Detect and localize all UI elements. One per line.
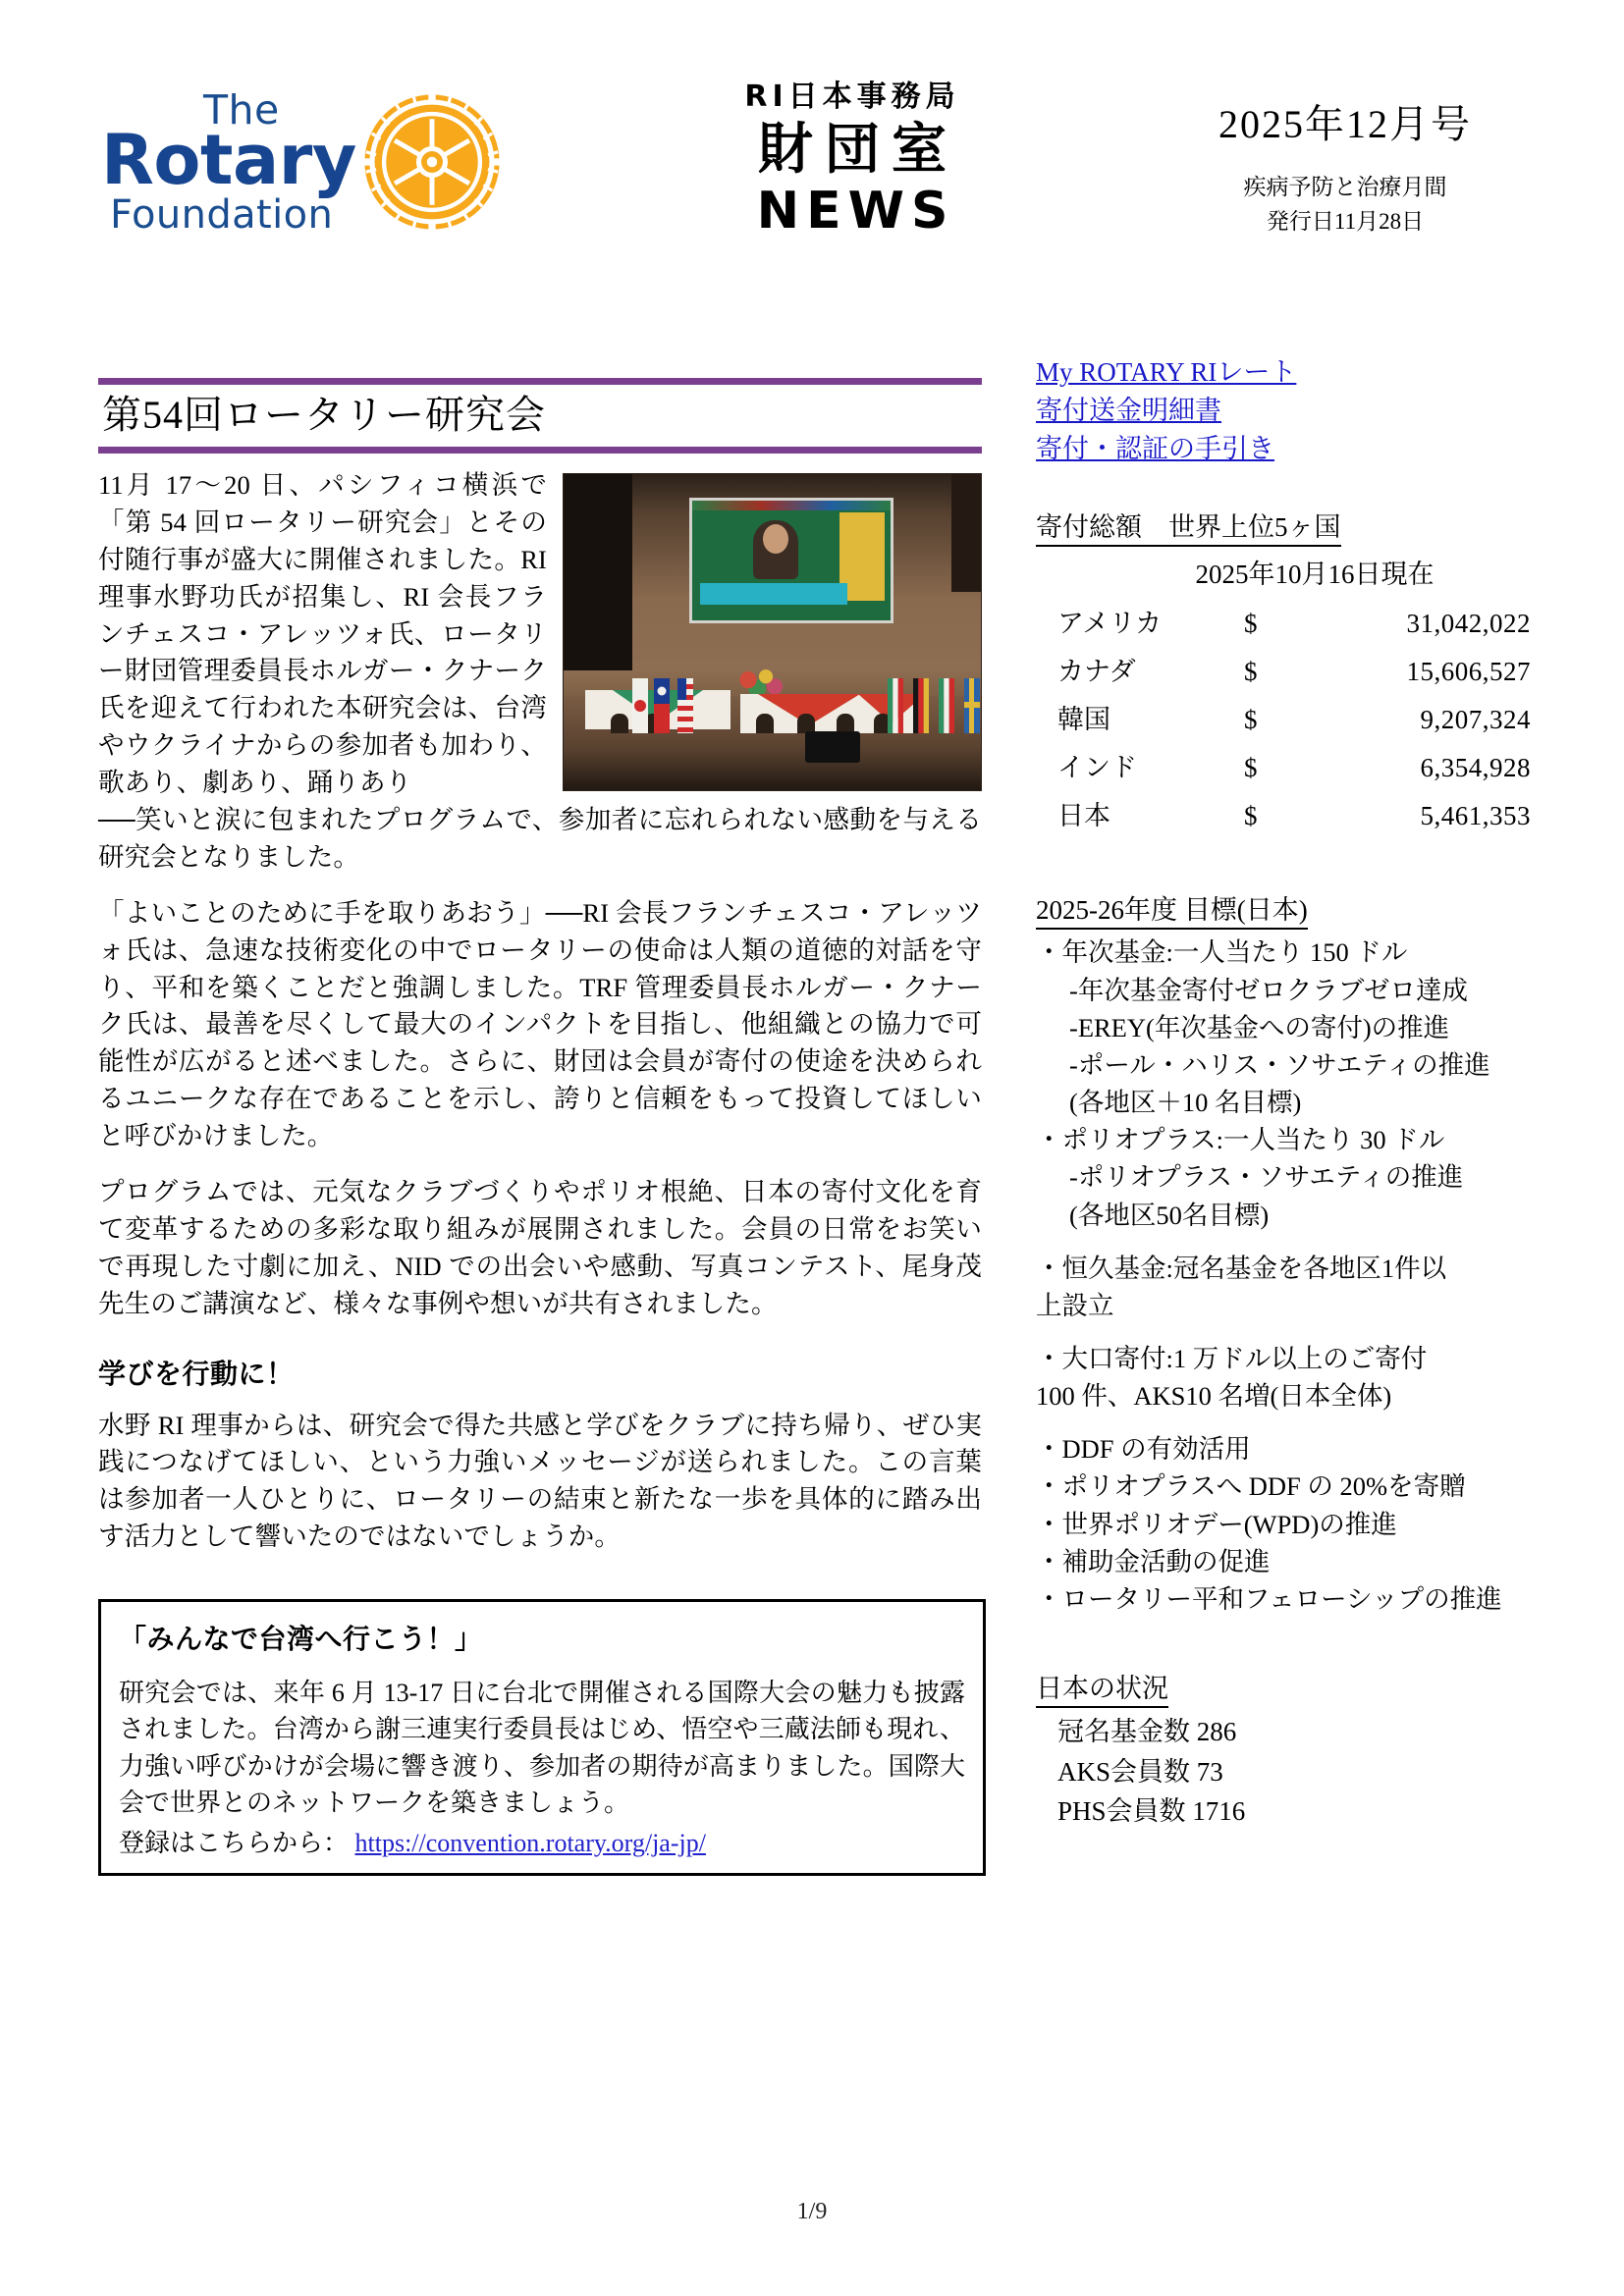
page-number: 1/9: [796, 2199, 828, 2224]
sidebar-links: [1036, 353, 1566, 468]
status-row: AKS会員数 73: [1057, 1756, 1223, 1787]
donation-currency: $: [1244, 609, 1258, 639]
logo-foundation-text: Foundation: [110, 192, 334, 238]
goal-item: ・ポリオプラス:一人当たり 30 ドル: [1036, 1125, 1445, 1155]
article-title-block: [98, 378, 982, 454]
donation-amount: 6,354,928: [1420, 753, 1531, 783]
convention-registration-link[interactable]: https://convention.rotary.org/ja-jp/: [354, 1828, 706, 1857]
rotary-foundation-logo: [93, 69, 506, 250]
goal-item: ・世界ポリオデー(WPD)の推進: [1036, 1509, 1397, 1539]
goals-list: [1036, 934, 1566, 1618]
photo-seated-person-1: [611, 714, 628, 733]
table-row: [1057, 741, 1531, 789]
goal-item: -ポール・ハリス・ソサエティの推進: [1069, 1049, 1490, 1080]
office-department: 財団室: [758, 117, 958, 182]
logo-rotary-text: Rotary: [101, 120, 356, 200]
callout-registration-line: [119, 1823, 965, 1859]
donation-currency: $: [1244, 801, 1258, 831]
month-theme: 疾病予防と治療月間: [1243, 175, 1447, 199]
donation-country: インド: [1057, 753, 1137, 783]
donations-as-of-date: 2025年10月16日現在: [1195, 560, 1435, 590]
table-row: [1057, 789, 1531, 837]
page-footer: [0, 2199, 1624, 2225]
article-paragraph: プログラムでは、元気なクラブづくりやポリオ根絶、日本の寄付文化を育て変革するための多彩な取り組みが展開されました。会員の日常をお笑いで再現した寸劇に加え、NID での出会いや感動、写真コンテスト、尾身茂先生のご講演など、様々な事例や想いが共有されました。: [98, 1177, 982, 1318]
goals-spacer: [1036, 1324, 1566, 1340]
taiwan-convention-callout: [98, 1599, 986, 1876]
goal-item: -ポリオプラス・ソサエティの推進: [1069, 1162, 1464, 1193]
goals-spacer: [1036, 1234, 1566, 1250]
japan-status-section: [1036, 1667, 1566, 1832]
status-row: 冠名基金数 286: [1057, 1717, 1237, 1747]
article-paragraph: 水野 RI 理事からは、研究会で得た共感と学びをクラブに持ち帰り、ぜひ実践につなげてほしい、という力強いメッセージが送られました。この言葉は参加者一人ひとりに、ロータリーの結束と新たな一歩を具体的に踏み出す活力として響いたのではないでしょうか。: [98, 1410, 982, 1552]
goal-item: ・大口寄付:1 万ドル以上のご寄付: [1036, 1343, 1428, 1373]
donation-country: アメリカ: [1057, 609, 1163, 639]
title-rule-bottom: [98, 447, 982, 454]
photo-seated-person-4: [797, 714, 815, 733]
article-subheading: 学びを行動に！: [98, 1357, 295, 1390]
link-my-rotary-ri-rate[interactable]: My ROTARY RIレート: [1036, 357, 1297, 387]
goal-item: (各地区＋10 名目標): [1069, 1088, 1302, 1118]
goal-item: -EREY(年次基金への寄付)の推進: [1069, 1012, 1450, 1042]
logo-the-text: The: [203, 86, 280, 133]
goal-item: ・ポリオプラスへ DDF の 20%を寄贈: [1036, 1471, 1466, 1502]
goals-heading: 2025-26年度 目標(日本): [1036, 888, 1308, 930]
donations-heading: 寄付総額 世界上位5ヶ国: [1036, 506, 1341, 547]
photo-screen-speaker-face: [763, 524, 788, 554]
photo-screen-banner: [692, 501, 891, 510]
goal-item: ・年次基金:一人当たり 150 ドル: [1036, 937, 1408, 968]
rotary-wheel-icon: [360, 90, 504, 234]
donation-amount: 15,606,527: [1406, 657, 1531, 687]
conference-stage-photo: [563, 473, 982, 791]
goal-item: ・DDF の有効活用: [1036, 1434, 1251, 1465]
photo-wall-right-dark: [951, 474, 981, 592]
donations-section: [1036, 506, 1566, 837]
donation-amount: 31,042,022: [1406, 609, 1531, 639]
page-header: [0, 0, 1624, 324]
table-row: [1057, 645, 1531, 693]
office-masthead: [705, 79, 1000, 240]
table-row: [1057, 693, 1531, 741]
photo-flag-mexico: [939, 678, 954, 733]
photo-projection-screen: [689, 498, 893, 623]
donation-country: 韓国: [1057, 705, 1110, 735]
donations-table: [1057, 597, 1531, 837]
photo-seated-person-3: [756, 714, 774, 733]
callout-title: 「みんなで台湾へ行こう！」: [119, 1623, 483, 1656]
photo-flag-italy: [888, 678, 903, 733]
main-article-column: [98, 378, 982, 1876]
photo-stage-monitor: [805, 731, 860, 763]
logo-wordmark: [93, 69, 358, 250]
photo-screen-desk: [700, 583, 847, 605]
publish-date: 発行日11月28日: [1266, 208, 1425, 234]
article-paragraph: 「よいことのために手を取りあおう」──RI 会長フランチェスコ・アレッツォ氏は、急速な技術変化の中でロータリーの使命は人類の道徳的対話を守り、平和を築くことだと強調しました。TRF 管理委員長ホルガー・クナーク氏は、最善を尽くして最大のインパクトを目指し、他組織との協力で可能性が広がると述べました。さらに、財団は会員が寄付の使途を決められるユニークな存在であることを示し、誇りと信頼をもって投資してほしいと呼びかけました。: [98, 897, 982, 1151]
goals-spacer: [1036, 1415, 1566, 1430]
sidebar-column: [1036, 353, 1566, 1832]
link-donation-recognition-guide[interactable]: 寄付・認証の手引き: [1036, 434, 1274, 464]
photo-flag-taiwan: [654, 678, 670, 733]
goal-item: ・恒久基金:冠名基金を各地区1件以: [1036, 1253, 1447, 1283]
goal-item: -年次基金寄付ゼロクラブゼロ達成: [1069, 975, 1469, 1005]
article-body: [98, 467, 982, 1876]
goal-item: 100 件、AKS10 名増(日本全体): [1036, 1381, 1392, 1412]
photo-wall-left-dark: [564, 474, 632, 670]
donation-currency: $: [1244, 753, 1258, 783]
goal-item: (各地区50名目標): [1069, 1200, 1270, 1230]
article-paragraph: 11月 17～20 日、パシフィコ横浜で「第 54 回ロータリー研究会」とその付随行事が盛大に開催されました。RI 理事水野功氏が招集し、RI 会長フランチェスコ・アレッツォ氏、ロータリー財団管理委員長ホルガー・クナーク氏を迎えて行われた本研究会は、台湾やウクライナからの参加者も加わり、歌あり、劇あり、踊りあり: [98, 470, 547, 798]
office-news-label: NEWS: [756, 181, 955, 240]
status-row: PHS会員数 1716: [1057, 1796, 1246, 1827]
issue-info: [1139, 93, 1551, 239]
photo-flag-japan: [632, 678, 648, 733]
title-rule-top: [98, 378, 982, 385]
donation-currency: $: [1244, 705, 1258, 735]
donation-currency: $: [1244, 657, 1258, 687]
registration-label: 登録はこちらから：: [119, 1828, 350, 1857]
issue-title: 2025年12月号: [1218, 102, 1472, 146]
donation-country: 日本: [1057, 801, 1110, 831]
goals-section: [1036, 888, 1566, 1618]
article-paragraph: ──笑いと涙に包まれたプログラムで、参加者に忘れられない感動を与える研究会となりました。: [98, 805, 982, 872]
donation-amount: 9,207,324: [1420, 705, 1531, 735]
callout-body: 研究会では、来年 6 月 13-17 日に台北で開催される国際大会の魅力も披露されました。台湾から謝三連実行委員長はじめ、悟空や三蔵法師も現れ、力強い呼びかけが会場に響き渡り、参加者の期待が高まりました。国際大会で世界とのネットワークを築きましょう。: [119, 1679, 965, 1817]
goal-item: 上設立: [1036, 1290, 1114, 1320]
photo-seated-person-5: [837, 714, 854, 733]
donation-country: カナダ: [1057, 657, 1136, 687]
table-row: [1057, 597, 1531, 645]
office-name: RI日本事務局: [744, 80, 960, 114]
goal-item: ・補助金活動の促進: [1036, 1546, 1271, 1576]
article-title: 第54回ロータリー研究会: [102, 393, 546, 437]
link-donation-remittance-statement[interactable]: 寄付送金明細書: [1036, 396, 1221, 426]
issue-subinfo: [1139, 171, 1551, 239]
photo-flag-sweden: [964, 678, 980, 733]
photo-flag-germany: [913, 678, 929, 733]
photo-flag-usa: [677, 678, 693, 733]
goal-item: ・ロータリー平和フェローシップの推進: [1036, 1583, 1502, 1614]
status-heading: 日本の状況: [1036, 1667, 1168, 1708]
donation-amount: 5,461,353: [1420, 801, 1531, 831]
